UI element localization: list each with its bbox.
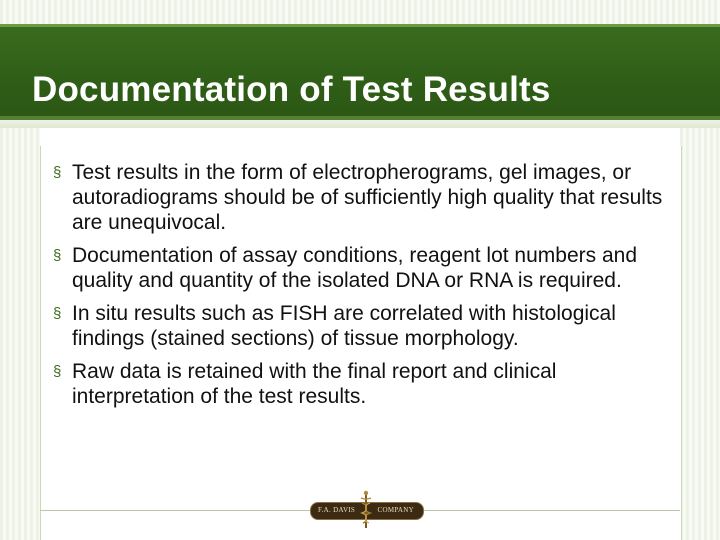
bullet-item	[50, 243, 678, 293]
bullet-marker-icon: §	[53, 363, 62, 380]
bullet-marker-icon: §	[53, 305, 62, 322]
bullet-list	[50, 160, 678, 409]
title-divider	[0, 120, 720, 128]
publisher-logo	[310, 490, 422, 530]
bullet-marker-icon: §	[53, 164, 62, 181]
background-stripes-right	[680, 128, 720, 540]
background-stripes-top	[0, 0, 720, 24]
bullet-item	[50, 160, 678, 235]
bullet-marker-icon: §	[53, 247, 62, 264]
logo-left-text: F.A. DAVIS	[318, 506, 356, 514]
logo-right-text: COMPANY	[377, 506, 414, 514]
bullet-text: Test results in the form of electropherograms, gel images, or autoradiograms should be of sufficiently high quality that results are unequivocal.	[72, 161, 663, 234]
title-band-accent	[0, 24, 720, 27]
bullet-text: Raw data is retained with the final report and clinical interpretation of the test results.	[72, 360, 557, 408]
caduceus-icon	[357, 490, 375, 530]
background-stripes-left	[0, 128, 40, 540]
bullet-item	[50, 301, 678, 351]
bullet-text: In situ results such as FISH are correlated with histological findings (stained sections) of tissue morphology.	[72, 302, 616, 350]
bullet-text: Documentation of assay conditions, reagent lot numbers and quality and quantity of the isolated DNA or RNA is required.	[72, 244, 638, 292]
bullet-item	[50, 359, 678, 409]
slide-title: Documentation of Test Results	[32, 70, 551, 109]
